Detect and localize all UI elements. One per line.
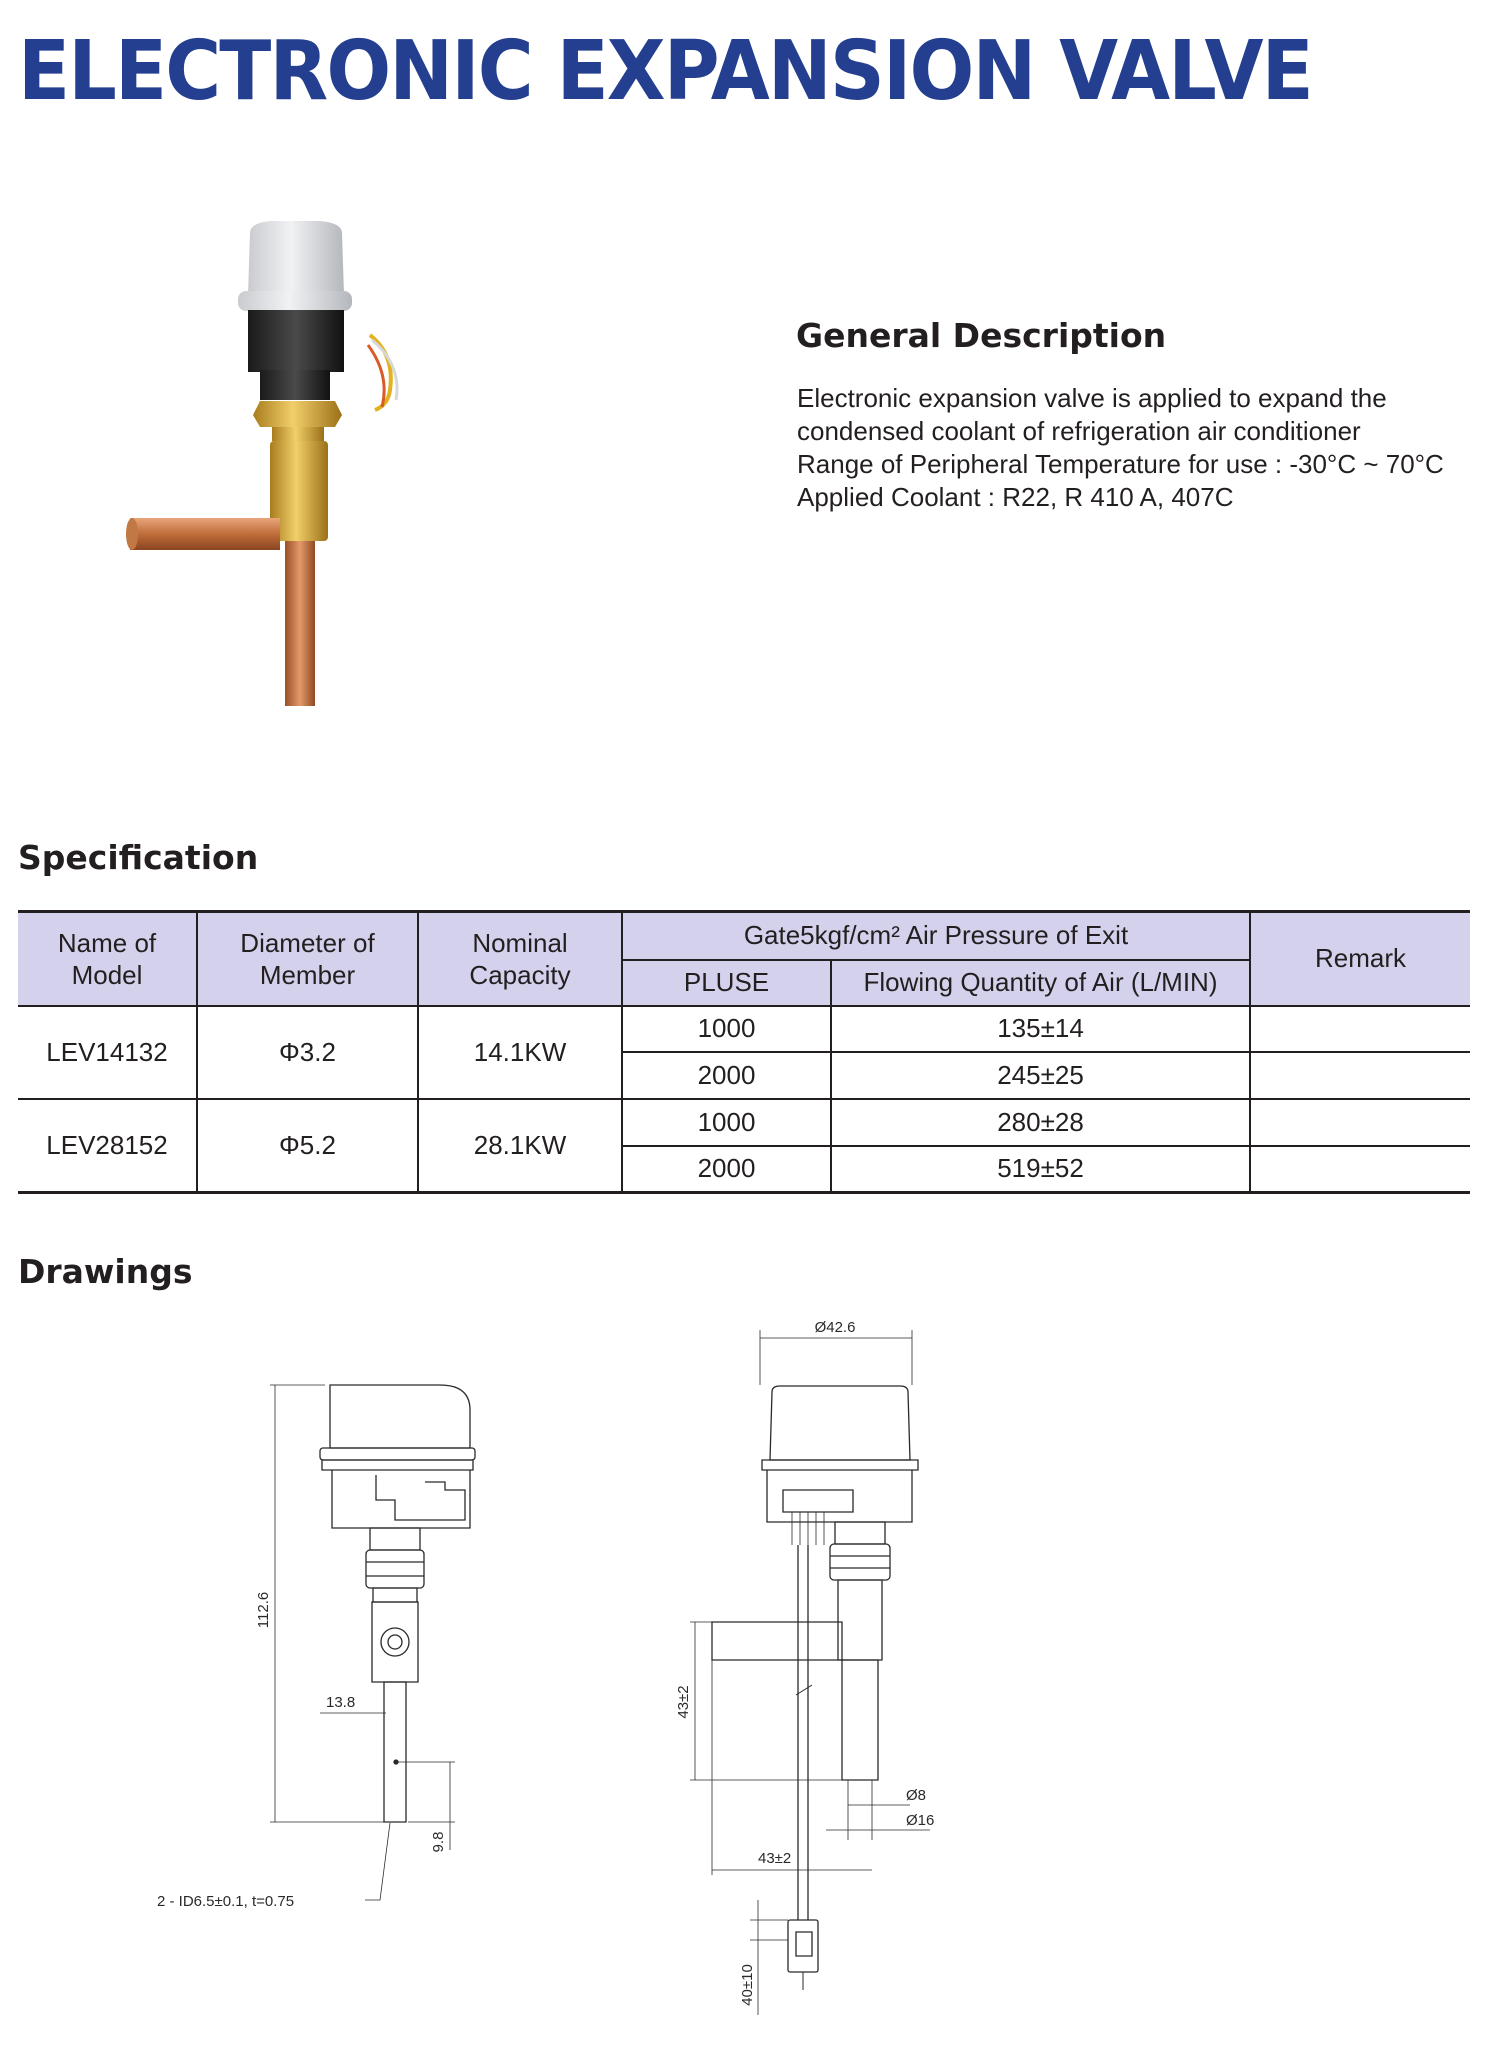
header-flowing-quantity: Flowing Quantity of Air (L/MIN) <box>831 960 1250 1006</box>
general-description-text <box>797 382 1444 514</box>
dim-40-vertical: 40±10 <box>739 1964 756 2006</box>
cell-pluse: 2000 <box>622 1146 831 1193</box>
cell-diameter: Φ5.2 <box>197 1099 418 1193</box>
dim-9-8: 9.8 <box>430 1831 447 1853</box>
dim-dia-42-6: Ø42.6 <box>814 1319 856 1336</box>
cell-flow: 519±52 <box>831 1146 1250 1193</box>
general-description-heading: General Description <box>796 316 1167 355</box>
cell-flow: 245±25 <box>831 1052 1250 1099</box>
description-line: Applied Coolant : R22, R 410 A, 407C <box>797 482 1234 512</box>
description-line: condensed coolant of refrigeration air conditioner <box>797 416 1361 446</box>
header-name-of-model <box>18 912 197 1006</box>
cell-model: LEV28152 <box>18 1099 197 1193</box>
header-text: Nominal <box>472 927 568 958</box>
dim-43-horizontal: 43±2 <box>758 1850 792 1867</box>
cell-pluse: 2000 <box>622 1052 831 1099</box>
dim-dia-8: Ø8 <box>906 1787 927 1804</box>
header-text: Model <box>71 959 143 990</box>
header-text: Name of <box>57 927 157 958</box>
header-remark: Remark <box>1250 912 1470 1006</box>
cell-diameter: Φ3.2 <box>197 1006 418 1099</box>
cell-pluse: 1000 <box>622 1099 831 1146</box>
technical-drawing-front <box>140 1370 520 1930</box>
cell-flow: 280±28 <box>831 1099 1250 1146</box>
cell-remark <box>1250 1146 1470 1193</box>
cell-remark <box>1250 1006 1470 1052</box>
description-line: Electronic expansion valve is applied to expand the <box>797 383 1387 413</box>
header-gate-pressure: Gate5kgf/cm² Air Pressure of Exit <box>622 912 1250 960</box>
description-line: Range of Peripheral Temperature for use : -30°C ~ 70°C <box>797 449 1444 479</box>
header-diameter-of-member <box>197 912 418 1006</box>
dim-note: 2 - ID6.5±0.1, t=0.75 <box>157 1893 295 1910</box>
header-text: Diameter of <box>240 927 375 958</box>
dim-43-vertical: 43±2 <box>675 1685 692 1719</box>
cell-capacity: 14.1KW <box>418 1006 622 1099</box>
product-photo <box>120 215 440 715</box>
specification-heading: Specification <box>18 838 259 877</box>
header-nominal-capacity <box>418 912 622 1006</box>
cell-remark <box>1250 1052 1470 1099</box>
cell-flow: 135±14 <box>831 1006 1250 1052</box>
dim-dia-16: Ø16 <box>906 1812 935 1829</box>
cell-model: LEV14132 <box>18 1006 197 1099</box>
header-pluse: PLUSE <box>622 960 831 1006</box>
page-title: ELECTRONIC EXPANSION VALVE <box>18 24 1312 119</box>
specification-table <box>18 910 1470 1194</box>
technical-drawing-side <box>620 1300 980 2020</box>
header-text: Capacity <box>469 959 571 990</box>
header-text: Member <box>259 959 356 990</box>
drawings-heading: Drawings <box>18 1252 193 1291</box>
cell-capacity: 28.1KW <box>418 1099 622 1193</box>
dim-13-8: 13.8 <box>326 1694 356 1711</box>
cell-remark <box>1250 1099 1470 1146</box>
cell-pluse: 1000 <box>622 1006 831 1052</box>
dim-height: 112.6 <box>255 1591 272 1629</box>
